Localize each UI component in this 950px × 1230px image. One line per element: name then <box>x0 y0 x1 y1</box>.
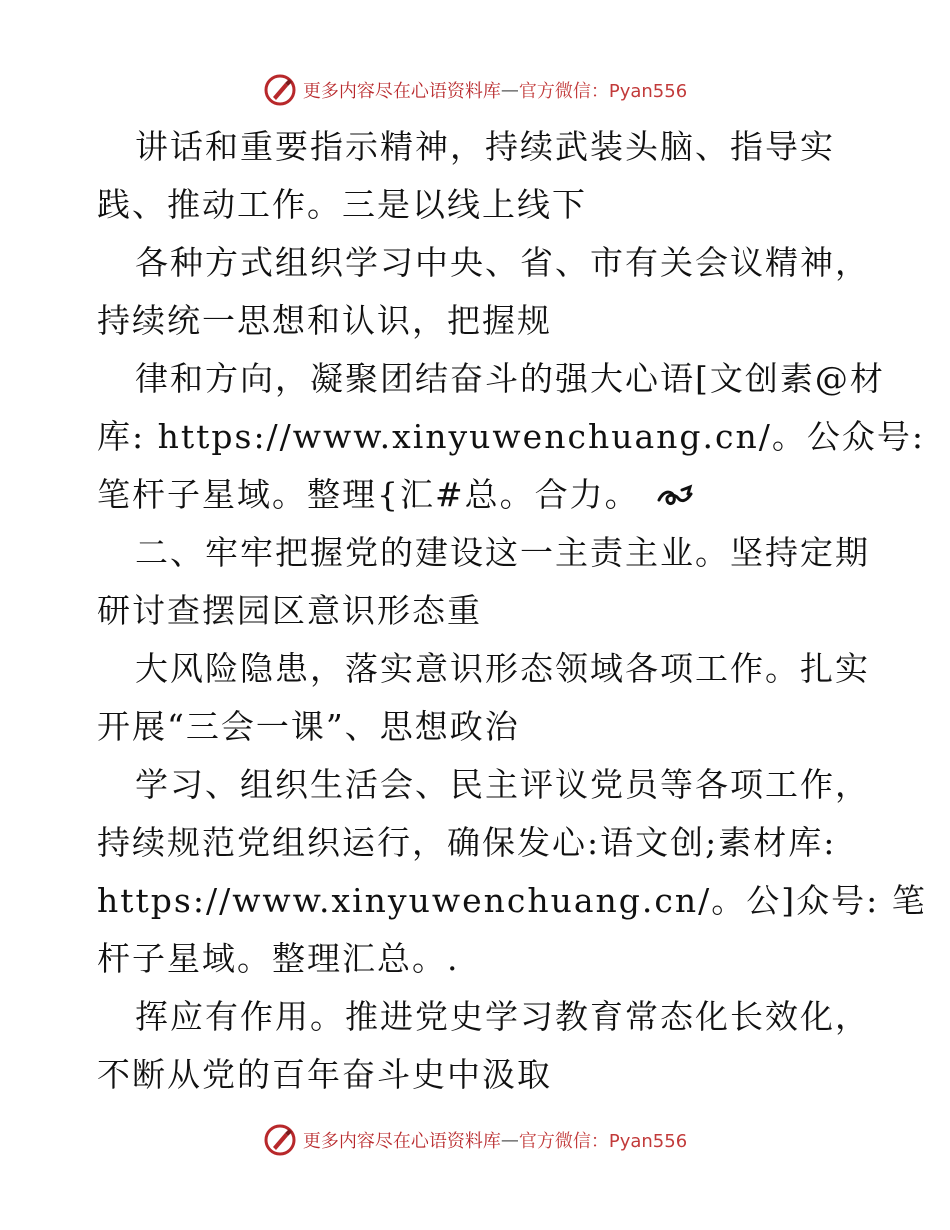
footer-wechat-text: 官方微信：Pyan556 <box>518 1131 688 1152</box>
text-line: 学习、组织生活会、民主评议党员等各项工作， <box>135 765 870 804</box>
text-line: 笔杆子星域。整理{汇#总。合力。 <box>97 475 640 514</box>
header-brand-text: 更多内容尽在心语资料库 <box>302 81 501 102</box>
text-line: 律和方向，凝聚团结奋斗的强大心语[文创素@材 <box>135 359 885 398</box>
header-wechat-text: 官方微信：Pyan556 <box>518 81 688 102</box>
text-line: 持续规范党组织运行，确保发心:语文创;素材库: <box>97 823 837 862</box>
footer-brand-text: 更多内容尽在心语资料库 <box>302 1131 501 1152</box>
text-line: 各种方式组织学习中央、省、市有关会议精神， <box>135 243 870 282</box>
text-line: 挥应有作用。推进党史学习教育常态化长效化， <box>135 997 870 1036</box>
text-line-with-ornament <box>97 466 887 524</box>
pen-logo-icon <box>263 73 297 107</box>
header-banner <box>0 70 950 110</box>
footer-separator: — <box>500 1129 519 1151</box>
text-line: 持续统一思想和认识，把握规 <box>97 301 552 340</box>
flourish-ornament-icon <box>656 484 694 510</box>
text-line: 杆子星域。整理汇总。. <box>97 939 460 978</box>
text-line: https://www.xinyuwenchuang.cn/。公]众号: 笔 <box>97 881 927 920</box>
header-separator: — <box>500 79 519 101</box>
text-line: 库: https://www.xinyuwenchuang.cn/。公众号: <box>97 417 925 456</box>
text-line: 讲话和重要指示精神，持续武装头脑、指导实 <box>135 127 835 166</box>
text-line: 践、推动工作。三是以线上线下 <box>97 185 587 224</box>
pen-logo-icon <box>263 1123 297 1157</box>
text-line: 研讨查摆园区意识形态重 <box>97 591 482 630</box>
footer-banner <box>0 1120 950 1160</box>
text-line: 二、牢牢把握党的建设这一主责主业。坚持定期 <box>135 533 870 572</box>
text-line: 大风险隐患，落实意识形态领域各项工作。扎实 <box>135 649 870 688</box>
text-line: 开展“三会一课”、思想政治 <box>97 707 520 746</box>
text-line: 不断从党的百年奋斗史中汲取 <box>97 1055 552 1094</box>
document-body <box>97 118 927 1104</box>
